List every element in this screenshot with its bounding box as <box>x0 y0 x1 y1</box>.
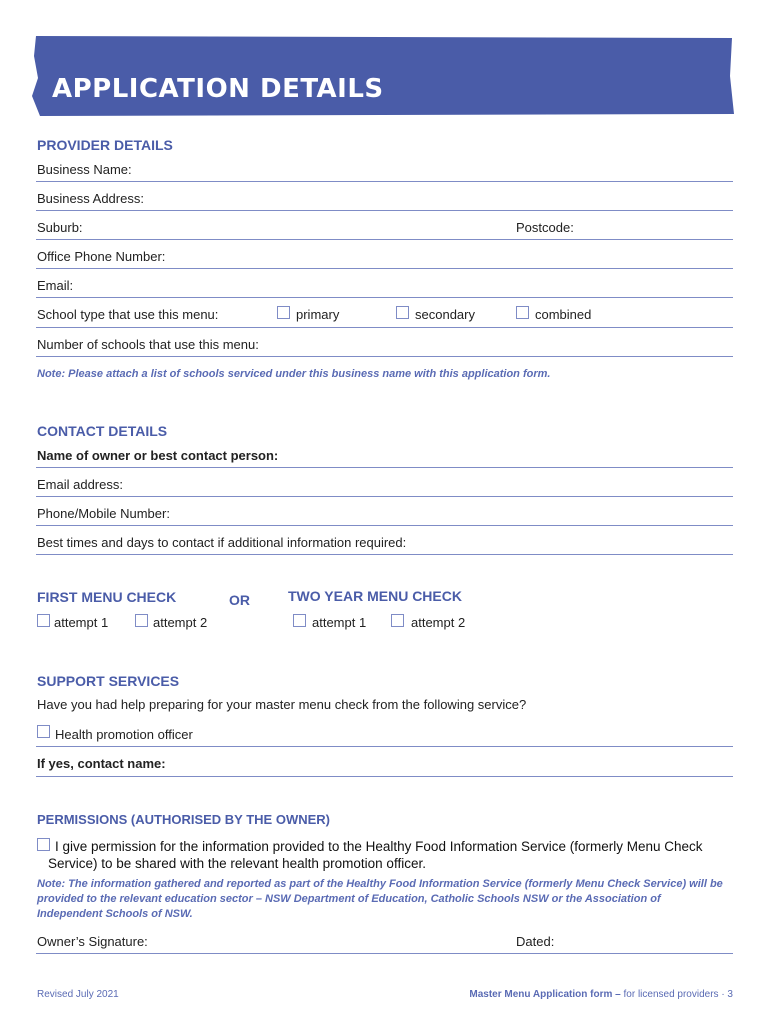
footer-form-title: Master Menu Application form – <box>469 989 621 1000</box>
best-times-label: Best times and days to contact if additional information required: <box>37 535 407 550</box>
postcode-label: Postcode: <box>516 220 574 235</box>
owner-name-label: Name of owner or best contact person: <box>37 448 279 463</box>
two-year-attempt-1-label: attempt 1 <box>312 615 367 630</box>
email-field[interactable] <box>36 297 733 298</box>
footer-form-name <box>469 989 733 1000</box>
num-schools-label: Number of schools that use this menu: <box>37 337 259 352</box>
office-phone-field[interactable] <box>36 268 733 269</box>
contact-name-field[interactable] <box>36 776 733 777</box>
page-title: APPLICATION DETAILS <box>52 74 384 104</box>
secondary-label: secondary <box>415 307 475 322</box>
first-menu-check-heading: FIRST MENU CHECK <box>37 589 177 605</box>
permission-text: I give permission for the information provided to the Healthy Food Information Service (formerly Menu Check Service) to be shared with the relevant health promotion officer. <box>48 839 703 871</box>
two-year-attempt-2-label: attempt 2 <box>411 615 466 630</box>
contact-details-heading: CONTACT DETAILS <box>37 423 168 439</box>
combined-checkbox[interactable] <box>516 306 529 319</box>
health-promotion-checkbox[interactable] <box>37 725 50 738</box>
first-attempt-2-label: attempt 2 <box>153 615 208 630</box>
signature-field[interactable] <box>36 953 733 954</box>
business-name-field[interactable] <box>36 181 733 182</box>
two-year-attempt-1-checkbox[interactable] <box>293 614 306 627</box>
first-attempt-1-checkbox[interactable] <box>37 614 50 627</box>
permissions-heading: PERMISSIONS (AUTHORISED BY THE OWNER) <box>37 812 331 827</box>
dated-label: Dated: <box>516 934 555 949</box>
or-label: OR <box>229 592 250 608</box>
secondary-checkbox[interactable] <box>396 306 409 319</box>
suburb-postcode-field[interactable] <box>36 239 733 240</box>
permissions-note: Note: The information gathered and reported as part of the Healthy Food Information Service (formerly Menu Check Service) will be provided to the relevant education sector – NSW Department of Education, Catholic Schools NSW or the Association of Independent Schools of NSW. <box>37 878 723 920</box>
contact-email-field[interactable] <box>36 496 733 497</box>
school-type-label: School type that use this menu: <box>37 307 219 322</box>
business-address-label: Business Address: <box>37 191 144 206</box>
email-label: Email: <box>37 278 74 293</box>
contact-phone-label: Phone/Mobile Number: <box>37 506 170 521</box>
title-banner <box>32 36 734 116</box>
primary-label: primary <box>296 307 340 322</box>
business-name-label: Business Name: <box>37 162 132 177</box>
provider-details-heading: PROVIDER DETAILS <box>37 137 173 153</box>
revised-date: Revised July 2021 <box>37 989 119 1000</box>
suburb-label: Suburb: <box>37 220 83 235</box>
health-promotion-divider <box>36 746 733 747</box>
footer-form-suffix: for licensed providers · 3 <box>623 989 733 1000</box>
business-address-field[interactable] <box>36 210 733 211</box>
contact-phone-field[interactable] <box>36 525 733 526</box>
provider-note: Note: Please attach a list of schools serviced under this business name with this application form. <box>37 368 551 380</box>
contact-email-label: Email address: <box>37 477 123 492</box>
two-year-menu-check-heading: TWO YEAR MENU CHECK <box>288 588 462 604</box>
support-services-heading: SUPPORT SERVICES <box>37 673 180 689</box>
school-type-divider <box>36 327 733 328</box>
num-schools-field[interactable] <box>36 356 733 357</box>
signature-label: Owner’s Signature: <box>37 934 148 949</box>
combined-label: combined <box>535 307 592 322</box>
owner-name-field[interactable] <box>36 467 733 468</box>
office-phone-label: Office Phone Number: <box>37 249 166 264</box>
health-promotion-label: Health promotion officer <box>55 727 193 742</box>
contact-name-label: If yes, contact name: <box>37 756 166 771</box>
primary-checkbox[interactable] <box>277 306 290 319</box>
support-question: Have you had help preparing for your master menu check from the following service? <box>37 697 527 712</box>
first-attempt-2-checkbox[interactable] <box>135 614 148 627</box>
two-year-attempt-2-checkbox[interactable] <box>391 614 404 627</box>
best-times-field[interactable] <box>36 554 733 555</box>
first-attempt-1-label: attempt 1 <box>54 615 109 630</box>
